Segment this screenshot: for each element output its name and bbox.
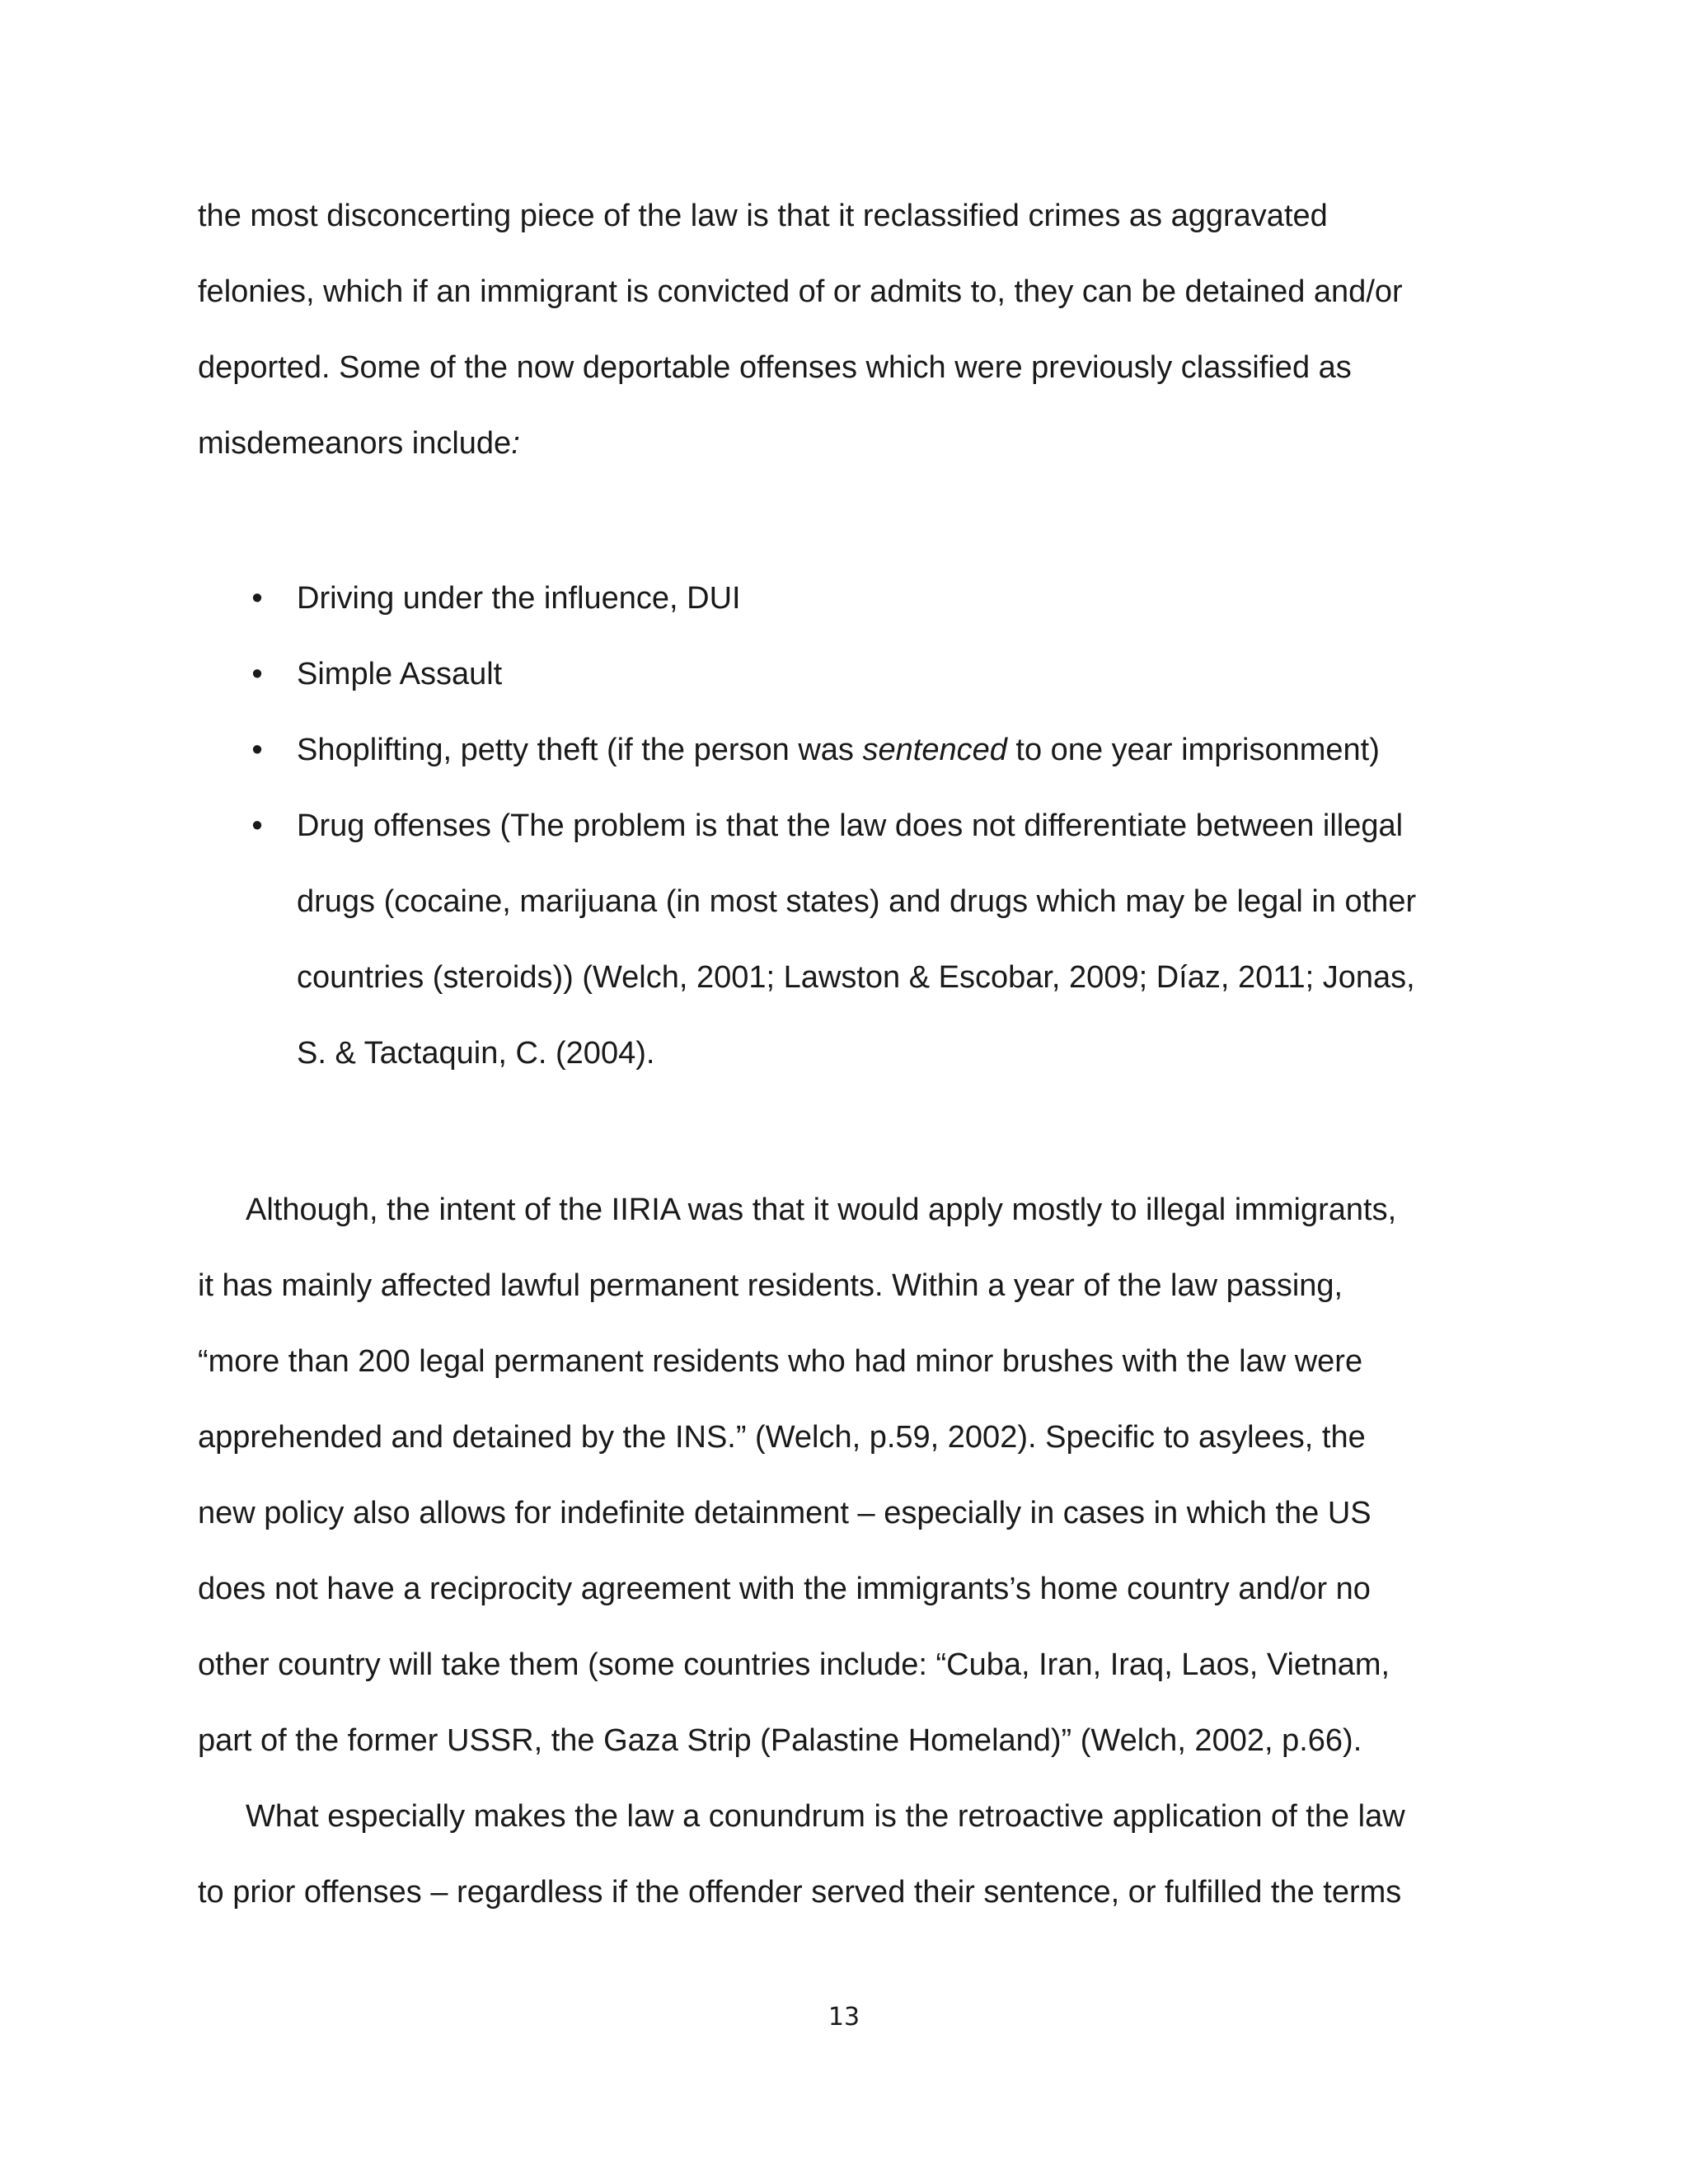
paragraph-2-line-2: it has mainly affected lawful permanent residents. Within a year of the law passing, xyxy=(198,1268,1343,1303)
paragraph-1-line-4-text: misdemeanors include xyxy=(198,426,512,461)
list-item xyxy=(198,712,1500,788)
paragraph-3 xyxy=(198,1779,1500,1930)
paragraph-2-line-5: new policy also allows for indefinite detainment – especially in cases in which the US xyxy=(198,1496,1372,1530)
list-item xyxy=(198,788,1500,1091)
paragraph-2-line-4: apprehended and detained by the INS.” (Welch, p.59, 2002). Specific to asylees, the xyxy=(198,1420,1366,1455)
list-item-text: Driving under the influence, DUI xyxy=(297,581,741,616)
bullet-icon: • xyxy=(251,733,263,767)
bullet-icon: • xyxy=(251,808,263,843)
paragraph-1-line-2: felonies, which if an immigrant is convicted of or admits to, they can be detained and/or xyxy=(198,274,1403,309)
paragraph-1-line-1: the most disconcerting piece of the law is that it reclassified crimes as aggravated xyxy=(198,199,1328,233)
paragraph-1 xyxy=(198,178,1500,481)
list-item-text-after: to one year imprisonment) xyxy=(1006,733,1380,767)
list-item xyxy=(198,636,1500,712)
offenses-bullet-list xyxy=(198,560,1500,1091)
paragraph-2-line-1: Although, the intent of the IIRIA was that it would apply mostly to illegal immigrants, xyxy=(246,1193,1397,1227)
paragraph-2-line-7: other country will take them (some countries include: “Cuba, Iran, Iraq, Laos, Vietnam, xyxy=(198,1647,1390,1682)
list-item-line-1: Drug offenses (The problem is that the law does not differentiate between illegal xyxy=(297,808,1404,843)
paragraph-1-line-3: deported. Some of the now deportable offenses which were previously classified as xyxy=(198,350,1352,385)
list-item-text: Simple Assault xyxy=(297,657,503,691)
paragraph-2-line-6: does not have a reciprocity agreement with the immigrants’s home country and/or no xyxy=(198,1572,1371,1606)
paragraph-2 xyxy=(198,1172,1500,1779)
paragraph-1-colon: : xyxy=(511,426,520,461)
list-item xyxy=(198,560,1500,636)
page-number: 13 xyxy=(828,2003,860,2032)
paragraph-2-line-3: “more than 200 legal permanent residents who had minor brushes with the law were xyxy=(198,1344,1363,1379)
list-item-line-3: countries (steroids)) (Welch, 2001; Lawston & Escobar, 2009; Díaz, 2011; Jonas, xyxy=(297,960,1415,995)
list-item-line-2: drugs (cocaine, marijuana (in most states) and drugs which may be legal in other xyxy=(297,884,1417,919)
bullet-icon: • xyxy=(251,657,263,691)
list-item-line-4: S. & Tactaquin, C. (2004). xyxy=(297,1036,655,1071)
list-item-text-before: Shoplifting, petty theft (if the person was xyxy=(297,733,863,767)
paragraph-1-line-4 xyxy=(198,405,1500,481)
paragraph-2-line-8: part of the former USSR, the Gaza Strip (Palastine Homeland)” (Welch, 2002, p.66). xyxy=(198,1723,1362,1758)
paragraph-3-line-2: to prior offenses – regardless if the offender served their sentence, or fulfilled the terms xyxy=(198,1875,1402,1910)
bullet-icon: • xyxy=(251,581,263,616)
paragraph-3-line-1: What especially makes the law a conundrum is the retroactive application of the law xyxy=(246,1799,1405,1834)
list-item-emphasis: sentenced xyxy=(862,733,1007,767)
